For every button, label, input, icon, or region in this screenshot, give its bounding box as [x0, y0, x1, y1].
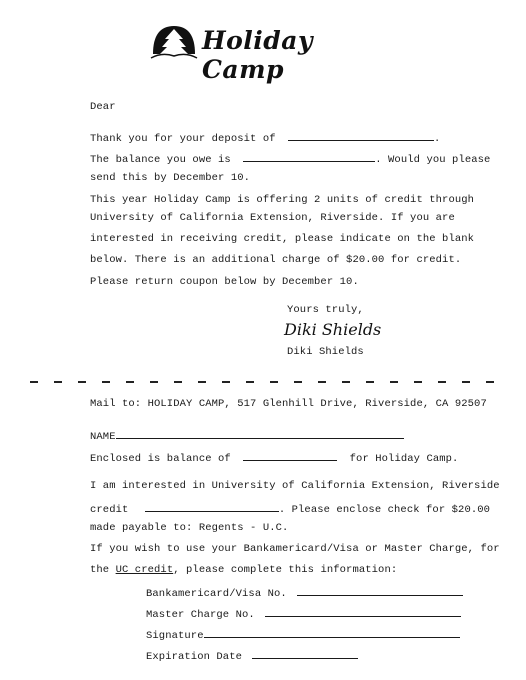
the-word: the: [90, 564, 110, 576]
balance-line: [90, 151, 490, 166]
letter-line: This year Holiday Camp is offering 2 units of credit through: [90, 194, 475, 206]
letter-line: University of California Extension, Riverside. If you are: [90, 212, 455, 224]
master-charge-line: [146, 606, 461, 621]
bankamericard-field[interactable]: [297, 585, 463, 596]
enclosed-amount-field[interactable]: [243, 450, 337, 461]
complete-info-text: , please complete this information:: [173, 564, 398, 576]
dash: [462, 381, 470, 383]
signature-line: [146, 627, 460, 642]
dash: [198, 381, 206, 383]
letter-line: interested in receiving credit, please indicate on the blank: [90, 233, 475, 245]
expiration-label: Expiration Date: [146, 651, 243, 663]
dash: [246, 381, 254, 383]
dash: [438, 381, 446, 383]
dash: [174, 381, 182, 383]
letter-line: Please return coupon below by December 10.: [90, 276, 359, 288]
dash: [366, 381, 374, 383]
signature-label: Signature: [146, 630, 204, 642]
letter-line: below. There is an additional charge of $20.00 for credit.: [90, 254, 462, 266]
dash: [270, 381, 278, 383]
dash: [390, 381, 398, 383]
complete-info-line: [90, 564, 397, 576]
balance-text: The balance you owe is: [90, 154, 231, 166]
name-label: NAME: [90, 431, 116, 443]
master-charge-field[interactable]: [265, 606, 461, 617]
letter-line: send this by December 10.: [90, 172, 251, 184]
logo-title: Holiday Camp: [202, 26, 313, 84]
signature-field[interactable]: [204, 627, 460, 638]
dash: [294, 381, 302, 383]
name-field[interactable]: [116, 428, 404, 439]
deposit-end: .: [434, 133, 441, 145]
cut-line: [30, 381, 500, 385]
enclosed-text: Enclosed is balance of: [90, 453, 231, 465]
interested-line: I am interested in University of California Extension, Riverside: [90, 480, 500, 492]
bankamericard-line: [146, 585, 463, 600]
deposit-text: Thank you for your deposit of: [90, 133, 276, 145]
handwritten-signature: Diki Shields: [284, 320, 382, 339]
salutation: Dear: [90, 101, 116, 113]
deposit-blank[interactable]: [288, 130, 434, 141]
credit-end: . Please enclose check for $20.00: [278, 504, 491, 516]
dash: [222, 381, 230, 383]
name-line: [90, 428, 404, 443]
mail-to-address: Mail to: HOLIDAY CAMP, 517 Glenhill Drive, Riverside, CA 92507: [90, 398, 487, 410]
credit-field[interactable]: [145, 501, 279, 512]
enclosed-line: [90, 450, 458, 465]
pine-tree-logo-icon: [150, 22, 198, 62]
dash: [126, 381, 134, 383]
balance-blank[interactable]: [243, 151, 375, 162]
bankcard-intro: If you wish to use your Bankamericard/Visa or Master Charge, for: [90, 543, 500, 555]
credit-line: [90, 501, 490, 516]
credit-label: credit: [90, 504, 129, 516]
dash: [414, 381, 422, 383]
balance-end: . Would you please: [375, 154, 491, 166]
signer-name: Diki Shields: [287, 346, 364, 358]
master-charge-label: Master Charge No.: [146, 609, 255, 621]
payable-line: made payable to: Regents - U.C.: [90, 522, 289, 534]
uc-credit-text: UC credit: [115, 564, 174, 576]
dash: [318, 381, 326, 383]
dash: [150, 381, 158, 383]
dash: [342, 381, 350, 383]
expiration-line: [146, 648, 358, 663]
dash: [486, 381, 494, 383]
dash: [30, 381, 38, 383]
deposit-line: [90, 130, 440, 145]
dash: [54, 381, 62, 383]
bankamericard-label: Bankamericard/Visa No.: [146, 588, 287, 600]
closing: Yours truly,: [287, 304, 364, 316]
letterhead: [150, 22, 390, 84]
expiration-field[interactable]: [252, 648, 358, 659]
dash: [102, 381, 110, 383]
enclosed-end: for Holiday Camp.: [349, 453, 459, 465]
dash: [78, 381, 86, 383]
